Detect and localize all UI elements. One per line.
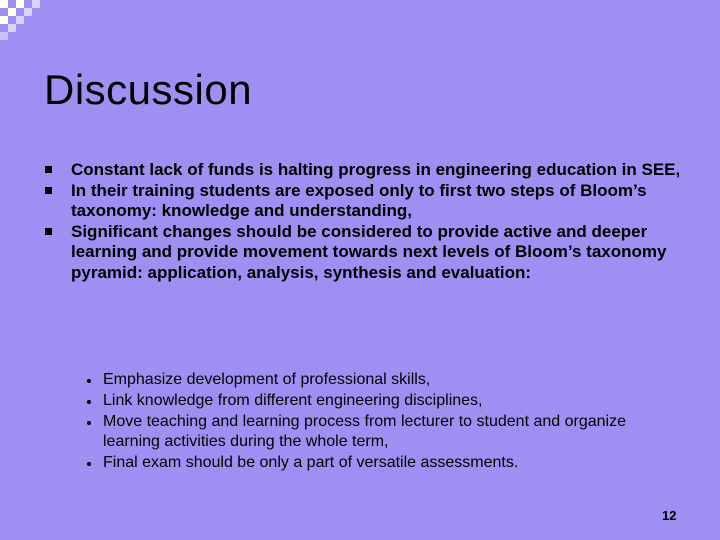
sub-bullet-list xyxy=(82,370,682,474)
corner-pattern-decoration xyxy=(0,0,56,44)
bullet-text: Significant changes should be considered to provide active and deeper learning and provide movement towards next levels of Bloom’s taxonomy pyramid: application, analysis, synthesis and evaluation: xyxy=(71,221,667,282)
square-bullet-icon xyxy=(45,187,52,194)
square-bullet-icon xyxy=(45,166,52,173)
bullet-text: In their training students are exposed only to first two steps of Bloom’s taxonomy: knowledge and understanding, xyxy=(71,180,647,220)
sub-bullet-text: Move teaching and learning process from lecturer to student and organize learning activities during the whole term, xyxy=(103,412,626,451)
bullet-item xyxy=(44,222,694,284)
bullet-item xyxy=(44,160,694,181)
sub-bullet-item xyxy=(82,391,682,412)
bullet-item xyxy=(44,181,694,222)
sub-bullet-item xyxy=(82,370,682,391)
bullet-text: Constant lack of funds is halting progress in engineering education in SEE, xyxy=(71,160,681,179)
dot-bullet-icon xyxy=(87,462,91,466)
slide-title: Discussion xyxy=(44,66,253,113)
dot-bullet-icon xyxy=(87,400,91,404)
sub-bullet-text: Link knowledge from different engineering disciplines, xyxy=(103,391,483,409)
sub-bullet-item xyxy=(82,412,682,454)
square-bullet-icon xyxy=(45,228,52,235)
sub-bullet-text: Emphasize development of professional skills, xyxy=(103,371,431,388)
sub-bullet-item xyxy=(82,453,682,474)
page-number: 12 xyxy=(662,508,677,523)
sub-bullet-text: Final exam should be only a part of versatile assessments. xyxy=(103,454,519,472)
main-bullet-list xyxy=(44,160,694,283)
dot-bullet-icon xyxy=(87,421,91,425)
dot-bullet-icon xyxy=(87,379,91,383)
